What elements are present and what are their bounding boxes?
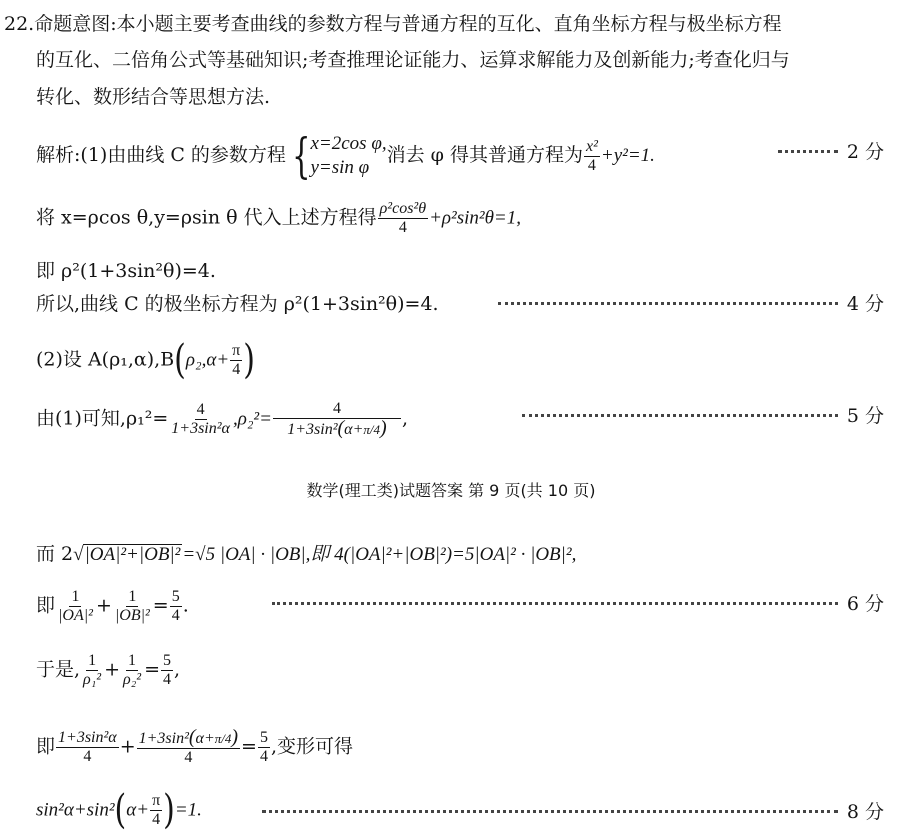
p10-f2-num-b: α+	[195, 730, 215, 747]
solution-line-6	[36, 400, 408, 439]
p8-f1-den: |OA|²	[58, 607, 93, 624]
p6-mid: ,ρ₂²=	[232, 408, 272, 430]
p1-suffix: +y²=1.	[600, 145, 655, 166]
sys-row-2: y=sin φ	[310, 157, 370, 178]
score-4: 6 分	[846, 593, 884, 615]
p8-f3-num: 5	[171, 588, 180, 605]
score-2: 4 分	[846, 293, 884, 315]
p6-fraction-1	[169, 401, 232, 438]
score-3: 5 分	[846, 405, 884, 427]
score-leader-3	[522, 412, 838, 417]
p8-f1-num: 1	[71, 588, 80, 605]
p11-c: =1.	[174, 799, 202, 821]
p6-suffix: ,	[401, 407, 408, 430]
p7-b: =√5 |OA| · |OB|,即 4(|OA|²+|OB|²)=5|OA|² · |OB|²,	[182, 544, 577, 565]
solution-line-4	[36, 292, 439, 316]
intent-text-3: 转化、数形结合等思想方法.	[36, 86, 271, 108]
p6-prefix: 由(1)可知,ρ₁²=	[36, 407, 169, 430]
p9-f1-den: ρ₁²	[83, 671, 102, 688]
p10-fraction-3	[258, 729, 270, 766]
solution-line-3	[36, 259, 216, 283]
p5-inner: ρ₂,α+	[185, 349, 230, 371]
left-paren-icon-2: (	[114, 786, 127, 834]
solution-line-5	[36, 336, 255, 384]
p2-frac-den: 4	[398, 219, 407, 236]
sqrt-icon: √	[73, 544, 84, 565]
p10-suffix: ,变形可得	[270, 735, 354, 758]
intent-text-1: 命题意图:本小题主要考查曲线的参数方程与普通方程的互化、直角坐标方程与极坐标方程	[34, 13, 782, 35]
p11-pi-fraction	[150, 792, 162, 829]
problem-line-3	[36, 85, 270, 109]
p9-f2-den: ρ₂²	[123, 671, 142, 688]
p10-fraction-1	[56, 729, 119, 766]
left-brace-icon: {	[292, 128, 311, 184]
p3-text: 即 ρ²(1+3sin²θ)=4.	[36, 260, 216, 282]
p1-frac-den: 4	[587, 156, 596, 174]
p8-f2-den: |OB|²	[114, 607, 150, 624]
p6-frac2-den-b: α+	[344, 421, 364, 438]
p11-b: α+	[126, 799, 150, 821]
p10-f2-num-a: 1+3sin²	[138, 730, 189, 747]
p9-fraction-1	[81, 652, 103, 689]
problem-line-1	[4, 12, 782, 36]
score-leader-4	[272, 600, 838, 605]
page-footer: 数学(理工类)试题答案 第 9 页(共 10 页)	[306, 481, 596, 500]
problem-number: 22.	[4, 13, 35, 35]
p4-text: 所以,曲线 C 的极坐标方程为 ρ²(1+3sin²θ)=4.	[36, 293, 439, 315]
p8-eq: =	[152, 594, 169, 617]
left-paren-icon: (	[174, 336, 186, 384]
p8-f2-num: 1	[128, 588, 137, 605]
p5-prefix: (2)设 A(ρ₁,α),B	[36, 348, 175, 371]
p9-prefix: 于是,	[36, 658, 81, 681]
p8-fraction-3	[170, 588, 182, 625]
solution-line-1	[36, 128, 655, 184]
intent-text-2: 的互化、二倍角公式等基础知识;考查推理论证能力、运算求解能力及创新能力;考查化归与	[36, 49, 790, 71]
p8-prefix: 即	[36, 594, 56, 617]
p6-frac2-den-a: 1+3sin²	[287, 421, 338, 438]
p10-prefix: 即	[36, 735, 56, 758]
solution-line-8	[36, 588, 189, 625]
p10-f2-num: 1+3sin²(α+π/4)	[138, 726, 239, 748]
p9-fraction-2	[121, 652, 143, 689]
right-paren-icon: )	[243, 336, 255, 384]
p11-pi: π	[152, 792, 161, 809]
sys-row-1: x=2cos φ,	[310, 133, 387, 154]
p8-suffix: .	[182, 594, 189, 617]
p9-fraction-3	[161, 652, 173, 689]
solution-line-10: 即 $\frac{\text{1+3sin²α}}{4}$ + $\frac{\text{1+3sin²(α+π/4)}}{4}$ = $\frac{5}{4}$ ,变形可得	[36, 726, 354, 766]
solution-line-2	[36, 200, 521, 237]
p2-fraction	[378, 200, 428, 237]
p1-fraction	[584, 138, 600, 175]
p1-prefix: 解析:(1)由曲线 C 的参数方程	[36, 144, 286, 166]
solution-line-7	[36, 542, 576, 567]
p5-pi: π	[232, 342, 241, 359]
p9-f3-num: 5	[162, 652, 171, 669]
p10-f1-num: 1+3sin²α	[58, 729, 117, 746]
p2-frac-num: ρ²cos²θ	[379, 200, 427, 217]
p1-frac-num: x²	[585, 137, 598, 155]
p10-f2-den: 4	[184, 749, 193, 766]
p7-sqrt: |OA|²+|OB|²	[84, 544, 181, 565]
p8-fraction-2	[113, 588, 152, 625]
p6-frac1-num: 4	[196, 401, 205, 418]
p6-frac2-den: 1+3sin²(α+π/4)	[287, 417, 387, 439]
p6-frac1-den: 1+3sin²α	[171, 420, 230, 437]
p10-f3-den: 4	[259, 748, 268, 765]
p5-pi-fraction	[230, 342, 242, 379]
p9-suffix: ,	[173, 658, 181, 681]
solution-line-9: 于是, $\frac{1}{\text{ρ₁²}}$ + $\frac{1}{\text{ρ₂²}}$ = $\frac{5}{4}$ ,	[36, 652, 181, 688]
score-leader-2	[498, 300, 838, 305]
p6-fraction-2	[273, 400, 401, 439]
solution-line-11	[36, 786, 202, 834]
p8-f3-den: 4	[171, 607, 180, 624]
p9-f2-num: 1	[128, 652, 137, 669]
p9-f1-num: 1	[88, 652, 97, 669]
p10-fraction-2	[137, 728, 240, 767]
score-leader-1	[778, 148, 838, 153]
p2-prefix: 将 x=ρcos θ,y=ρsin θ 代入上述方程得	[36, 206, 377, 229]
p8-fraction-1	[56, 588, 95, 625]
p2-suffix: +ρ²sin²θ=1,	[429, 207, 521, 229]
problem-line-2	[36, 48, 790, 72]
param-system	[286, 128, 387, 184]
p9-f3-den: 4	[162, 671, 171, 688]
right-paren-icon-2: )	[163, 786, 175, 834]
p10-f3-num: 5	[259, 729, 268, 746]
score-1: 2 分	[846, 141, 884, 163]
p11-pi-den: 4	[152, 811, 161, 828]
p5-pi-den: 4	[232, 361, 241, 378]
p8-plus: +	[95, 594, 112, 617]
p10-f1-den: 4	[83, 748, 92, 765]
p7-a: 而 2	[36, 543, 74, 565]
score-5: 8 分	[846, 801, 884, 823]
score-leader-5	[262, 808, 838, 813]
p6-frac2-num: 4	[273, 400, 401, 419]
p1-middle: 消去 φ 得其普通方程为	[386, 144, 583, 166]
p11-a: sin²α+sin²	[36, 799, 115, 821]
